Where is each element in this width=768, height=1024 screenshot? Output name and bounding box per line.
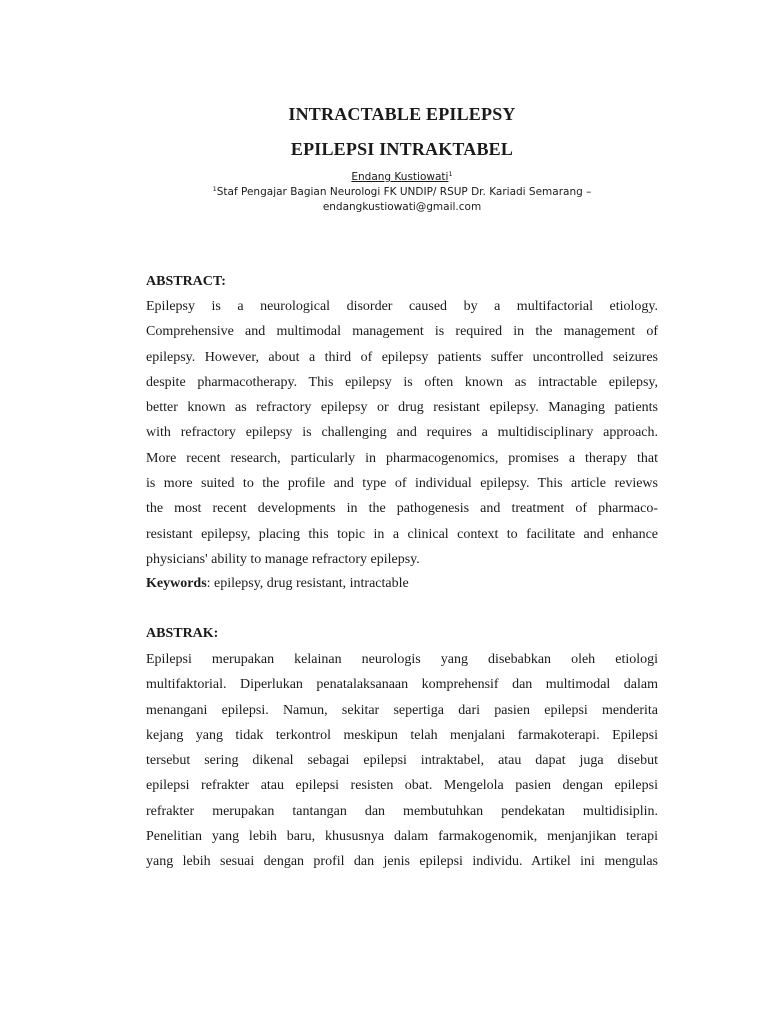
author-email: endangkustiowati@gmail.com [322,201,482,213]
abstract-paragraph [146,294,658,572]
abstrak-line: multifaktorial. Diperlukan penatalaksanaan komprehensif dan multimodal dalam [146,677,658,693]
abstract-line: More recent research, particularly in pharmacogenomics, promises a therapy that [146,450,658,466]
abstrak-line: tersebut sering dikenal sebagai epilepsi intraktabel, atau dapat juga disebut [146,753,658,769]
abstrak-line: epilepsi refrakter atau epilepsi resisten obat. Mengelola pasien dengan epilepsi [146,778,658,794]
abstract-line: physicians' ability to manage refractory epilepsy. [146,551,420,567]
abstract-line: Comprehensive and multimodal management is required in the management of [146,324,658,340]
abstract-line: despite pharmacotherapy. This epilepsy is often known as intractable epilepsy, [146,374,658,390]
affiliation-line [146,185,658,200]
abstract-heading: ABSTRACT: [146,274,226,289]
abstrak-line: Epilepsi merupakan kelainan neurologis yang disebabkan oleh etiologi [146,652,658,667]
abstract-line: resistant epilepsy, placing this topic in a clinical context to facilitate and enhance [146,526,658,542]
author-name: Endang Kustiowati [351,171,449,183]
abstract-line: is more suited to the profile and type of individual epilepsy. This article reviews [146,476,658,492]
abstract-line: with refractory epilepsy is challenging and requires a multidisciplinary approach. [146,425,658,441]
keywords-line [146,571,658,596]
abstrak-line: menangani epilepsi. Namun, sekitar sepertiga dari pasien epilepsi menderita [146,702,658,718]
affiliation-marker: 1 [212,185,217,193]
abstrak-line: kejang yang tidak terkontrol meskipun telah menjalani farmakoterapi. Epilepsi [146,727,658,743]
author-superscript: 1 [448,170,453,178]
abstrak-line: refrakter merupakan tantangan dan membutuhkan pendekatan multidisiplin. [146,803,658,819]
abstract-line: the most recent developments in the pathogenesis and treatment of pharmaco- [146,501,658,517]
author-block [146,170,658,215]
abstract-line: Epilepsy is a neurological disorder caused by a multifactorial etiology. [146,299,658,314]
keywords-text: : epilepsy, drug resistant, intractable [206,576,409,591]
abstract-line: better known as refractory epilepsy or drug resistant epilepsy. Managing patients [146,400,658,416]
abstrak-line: Penelitian yang lebih baru, khususnya dalam farmakogenomik, menjanjikan terapi [146,829,658,845]
abstrak-paragraph [146,647,658,875]
title-indonesian: EPILEPSI INTRAKTABEL [290,139,514,159]
author-line [146,170,658,185]
abstract-line: epilepsy. However, about a third of epilepsy patients suffer uncontrolled seizures [146,349,658,365]
keywords-label: Keywords [146,576,207,591]
affiliation-text: Staf Pengajar Bagian Neurologi FK UNDIP/ RSUP Dr. Kariadi Semarang – [216,186,592,198]
title-english: INTRACTABLE EPILEPSY [288,104,516,124]
abstrak-line: yang lebih sesuai dengan profil dan jenis epilepsi individu. Artikel ini mengulas [146,854,658,870]
abstrak-heading: ABSTRAK: [146,626,219,641]
